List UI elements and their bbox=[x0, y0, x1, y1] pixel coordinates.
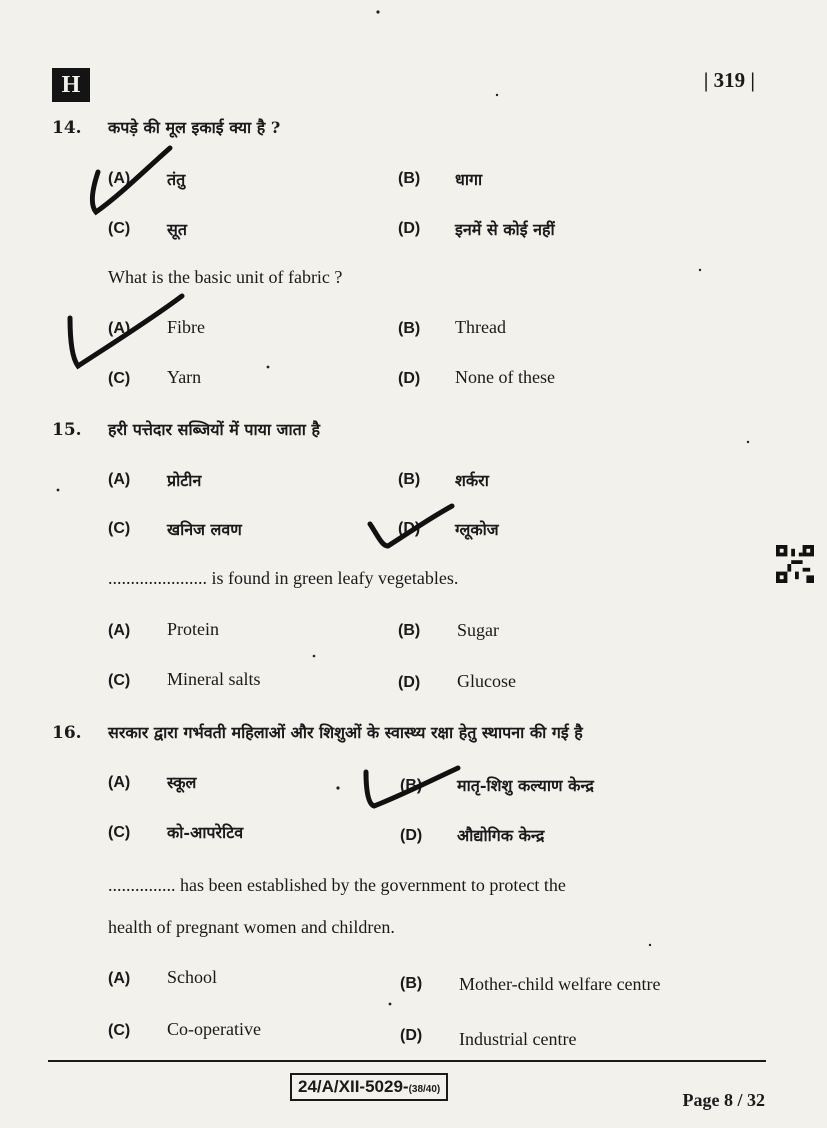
option-text: Industrial centre bbox=[459, 1029, 577, 1049]
option-text: सूत bbox=[167, 220, 187, 239]
option-label: (C) bbox=[108, 220, 131, 237]
page-number-top: | 319 | bbox=[703, 68, 755, 92]
option-text: तंतु bbox=[167, 170, 186, 189]
option-text: प्रोटीन bbox=[167, 471, 202, 490]
option-text: को-आपरेटिव bbox=[167, 823, 244, 842]
option-text: None of these bbox=[455, 367, 555, 387]
qr-code-icon bbox=[776, 545, 814, 583]
option-label: (B) bbox=[400, 975, 423, 992]
option-label: (B) bbox=[400, 777, 423, 794]
question-text-hindi: कपड़े की मूल इकाई क्या है ? bbox=[108, 118, 281, 137]
section-badge-text: H bbox=[61, 71, 81, 98]
option-label: (C) bbox=[108, 824, 131, 841]
question-text-english-line1: ............... has been established by the government to protect the bbox=[108, 875, 566, 895]
option-text: ग्लूकोज bbox=[455, 520, 499, 539]
option-label: (C) bbox=[108, 672, 131, 689]
question-number: 14. bbox=[52, 118, 82, 138]
option-label: (D) bbox=[400, 1027, 423, 1044]
option-text: Yarn bbox=[167, 367, 202, 387]
footer-divider bbox=[48, 1060, 766, 1062]
option-label: (A) bbox=[108, 320, 131, 337]
option-label: (C) bbox=[108, 370, 131, 387]
option-text: Sugar bbox=[457, 620, 499, 640]
option-text: शर्करा bbox=[455, 471, 489, 490]
option-label: (B) bbox=[398, 622, 421, 639]
question-number: 15. bbox=[52, 420, 82, 440]
option-label: (D) bbox=[400, 827, 423, 844]
option-text: स्कूल bbox=[167, 773, 197, 792]
question-text-hindi: हरी पत्तेदार सब्जियों में पाया जाता है bbox=[108, 420, 320, 439]
paper-code-suffix: (38/40) bbox=[408, 1084, 441, 1095]
option-text: Mineral salts bbox=[167, 669, 261, 689]
option-label: (B) bbox=[398, 320, 421, 337]
question-text-hindi: सरकार द्वारा गर्भवती महिलाओं और शिशुओं के स्वास्थ्य रक्षा हेतु स्थापना की गई है bbox=[108, 723, 583, 742]
option-text: खनिज लवण bbox=[167, 520, 242, 539]
option-label: (D) bbox=[398, 370, 421, 387]
option-text: Mother-child welfare centre bbox=[459, 974, 661, 994]
option-label: (C) bbox=[108, 1022, 131, 1039]
option-label: (A) bbox=[108, 471, 131, 488]
question-text-english-line2: health of pregnant women and children. bbox=[108, 917, 395, 937]
option-label: (D) bbox=[398, 674, 421, 691]
option-text: Protein bbox=[167, 619, 219, 639]
option-label: (A) bbox=[108, 970, 131, 987]
question-text-english: What is the basic unit of fabric ? bbox=[108, 267, 343, 287]
option-text: औद्योगिक केन्द्र bbox=[457, 826, 545, 845]
option-text: Fibre bbox=[167, 317, 205, 337]
page-indicator: Page 8 / 32 bbox=[682, 1090, 765, 1110]
option-text: धागा bbox=[455, 170, 483, 189]
option-label: (C) bbox=[108, 520, 131, 537]
paper-code-main: 24/A/XII-5029- bbox=[298, 1077, 409, 1096]
option-label: (D) bbox=[398, 520, 421, 537]
option-text: Co-operative bbox=[167, 1019, 261, 1039]
option-label: (B) bbox=[398, 471, 421, 488]
option-label: (D) bbox=[398, 220, 421, 237]
option-text: Glucose bbox=[457, 671, 516, 691]
option-text: इनमें से कोई नहीं bbox=[455, 220, 555, 239]
option-label: (A) bbox=[108, 622, 131, 639]
option-text: School bbox=[167, 967, 218, 987]
section-badge bbox=[52, 68, 90, 102]
paper-code bbox=[290, 1073, 448, 1101]
option-label: (B) bbox=[398, 170, 421, 187]
option-label: (A) bbox=[108, 774, 131, 791]
question-text-english: ...................... is found in green leafy vegetables. bbox=[108, 568, 459, 588]
option-label: (A) bbox=[108, 170, 131, 187]
question-number: 16. bbox=[52, 723, 82, 743]
option-text: मातृ-शिशु कल्याण केन्द्र bbox=[457, 776, 594, 795]
check-mark-icon bbox=[92, 148, 170, 212]
option-text: Thread bbox=[455, 317, 506, 337]
